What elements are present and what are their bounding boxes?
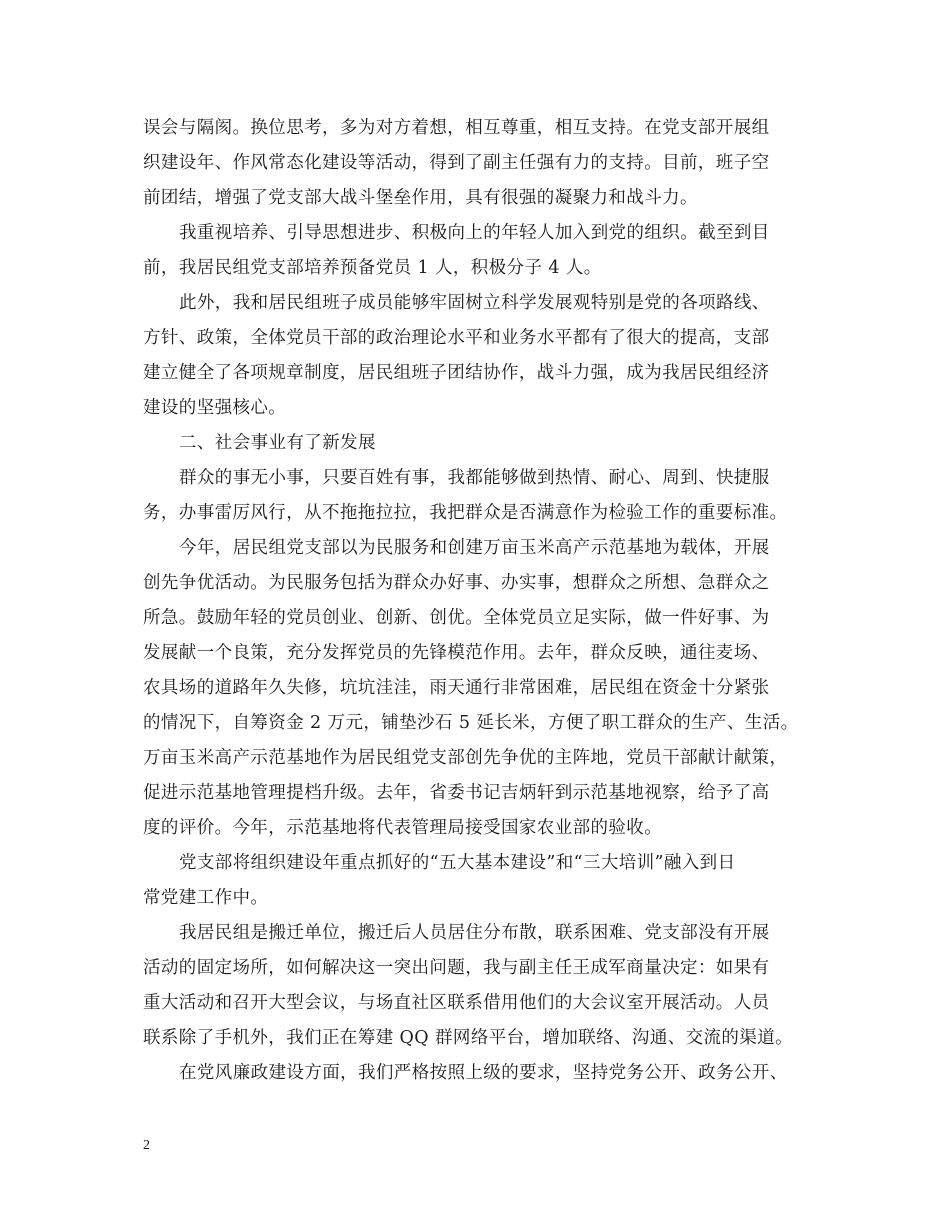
paragraph-first-line: 此外，我和居民组班子成员能够牢固树立科学发展观特别是党的各项路线、	[179, 293, 770, 313]
section-heading: 二、社会事业有了新发展	[179, 433, 376, 453]
paragraph-first-line: 今年，居民组党支部以为民服务和创建万亩玉米高产示范基地为载体，开展	[179, 538, 770, 558]
text-line: 常党建工作中。	[143, 888, 269, 908]
paragraph-first-line: 党支部将组织建设年重点抓好的“五大基本建设”和“三大培训”融入到日	[179, 853, 736, 873]
text-line: 发展献一个良策，充分发挥党员的先锋模范作用。去年，群众反映，通往麦场、	[143, 643, 770, 663]
paragraph-first-line: 群众的事无小事，只要百姓有事，我都能够做到热情、耐心、周到、快捷服	[179, 468, 770, 488]
text-line: 活动的固定场所，如何解决这一突出问题，我与副主任王成军商量决定：如果有	[143, 958, 770, 978]
paragraph-first-line: 我重视培养、引导思想进步、积极向上的年轻人加入到党的组织。截至到目	[179, 223, 770, 243]
text-line: 方针、政策，全体党员干部的政治理论水平和业务水平都有了很大的提高，支部	[143, 328, 770, 348]
text-line: 重大活动和召开大型会议，与场直社区联系借用他们的大会议室开展活动。人员	[143, 993, 770, 1013]
text-line: 农具场的道路年久失修，坑坑洼洼，雨天通行非常困难，居民组在资金十分紧张	[143, 678, 770, 698]
text-line: 万亩玉米高产示范基地作为居民组党支部创先争优的主阵地，党员干部献计献策，	[143, 748, 788, 768]
text-line: 促进示范基地管理提档升级。去年，省委书记吉炳轩到示范基地视察，给予了高	[143, 783, 770, 803]
text-line: 前团结，增强了党支部大战斗堡垒作用，具有很强的凝聚力和战斗力。	[143, 188, 698, 208]
text-line: 度的评价。今年，示范基地将代表管理局接受国家农业部的验收。	[143, 818, 663, 838]
text-line: 所急。鼓励年轻的党员创业、创新、创优。全体党员立足实际，做一件好事、为	[143, 608, 770, 628]
text-line: 联系除了手机外，我们正在筹建 QQ 群网络平台，增加联络、沟通、交流的渠道。	[143, 1028, 794, 1048]
text-line: 织建设年、作风常态化建设等活动，得到了副主任强有力的支持。目前，班子空	[143, 153, 770, 173]
page-number: 2	[143, 1138, 150, 1153]
text-line: 建设的坚强核心。	[143, 398, 287, 418]
text-line: 创先争优活动。为民服务包括为群众办好事、办实事，想群众之所想、急群众之	[143, 573, 770, 593]
paragraph-first-line: 我居民组是搬迁单位，搬迁后人员居住分布散，联系困难、党支部没有开展	[179, 923, 770, 943]
text-line: 建立健全了各项规章制度，居民组班子团结协作，战斗力强，成为我居民组经济	[143, 363, 770, 383]
document-body	[143, 111, 813, 1091]
text-line: 务，办事雷厉风行，从不拖拖拉拉，我把群众是否满意作为检验工作的重要标准。	[143, 503, 788, 523]
text-line: 误会与隔阂。换位思考，多为对方着想，相互尊重，相互支持。在党支部开展组	[143, 118, 770, 138]
text-line: 前，我居民组党支部培养预备党员 1 人，积极分子 4 人。	[143, 258, 602, 278]
paragraph-first-line: 在党风廉政建设方面，我们严格按照上级的要求，坚持党务公开、政务公开、	[179, 1063, 788, 1083]
text-line: 的情况下，自筹资金 2 万元，铺垫沙石 5 延长米，方便了职工群众的生产、生活。	[143, 713, 799, 733]
